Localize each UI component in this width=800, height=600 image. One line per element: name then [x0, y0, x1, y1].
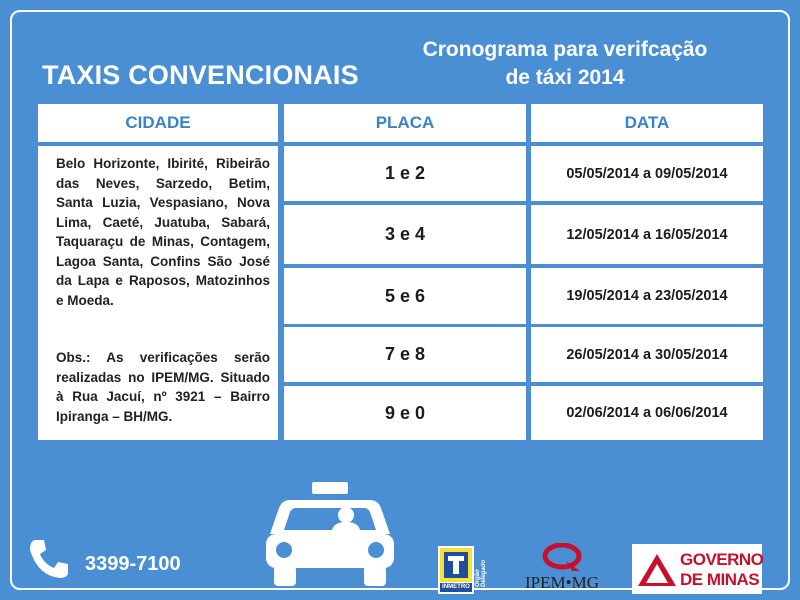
placa-cell-1: 1 e 2	[284, 146, 526, 201]
date-cell-1: 05/05/2014 a 09/05/2014	[531, 146, 763, 201]
date-cell-2: 12/05/2014 a 16/05/2014	[531, 205, 763, 264]
governo-minas-logo	[632, 544, 762, 594]
cities-list: Belo Horizonte, Ibirité, Ribeirão das Neves, Sarzedo, Betim, Santa Luzia, Vespasiano, Nova Lima, Caeté, Juatuba, Sabará, Taquaraçu de Minas, Contagem, Lagoa Santa, Confins São José da Lapa e Raposos, Matozinhos e Moeda.	[56, 156, 270, 308]
subtitle-line-1: Cronograma para verifcação	[422, 38, 708, 61]
inmetro-label: INMETRO	[442, 584, 470, 590]
inmetro-logo	[438, 546, 488, 594]
phone-icon	[26, 536, 72, 580]
column-header-data: DATA	[531, 104, 763, 142]
ipem-label: IPEM•MG	[525, 573, 599, 592]
schedule-subtitle	[380, 36, 750, 92]
placa-cell-2: 3 e 4	[284, 205, 526, 264]
placa-cell-5: 9 e 0	[284, 386, 526, 440]
placa-cell-4: 7 e 8	[284, 327, 526, 382]
page-title: TAXIS CONVENCIONAIS	[42, 60, 359, 90]
gov-line-2: DE MINAS	[680, 570, 760, 589]
ipem-logo	[512, 543, 612, 595]
date-cell-3: 19/05/2014 a 23/05/2014	[531, 268, 763, 324]
cities-panel	[38, 146, 278, 440]
placa-cell-3: 5 e 6	[284, 268, 526, 324]
column-header-placa: PLACA	[284, 104, 526, 142]
observation-note: Obs.: As verificações serão realizadas no IPEM/MG. Situado à Rua Jacuí, nº 3921 – Bairro Ipiranga – BH/MG.	[56, 350, 270, 424]
column-header-city: CIDADE	[38, 104, 278, 142]
gov-line-1: GOVERNO	[680, 550, 764, 569]
taxi-icon	[262, 482, 398, 588]
phone-number: 3399-7100	[85, 553, 181, 575]
date-cell-5: 02/06/2014 a 06/06/2014	[531, 386, 763, 440]
inmetro-side-label: Órgão Delegado	[475, 559, 487, 587]
subtitle-line-2: de táxi 2014	[505, 66, 625, 89]
date-cell-4: 26/05/2014 a 30/05/2014	[531, 327, 763, 382]
